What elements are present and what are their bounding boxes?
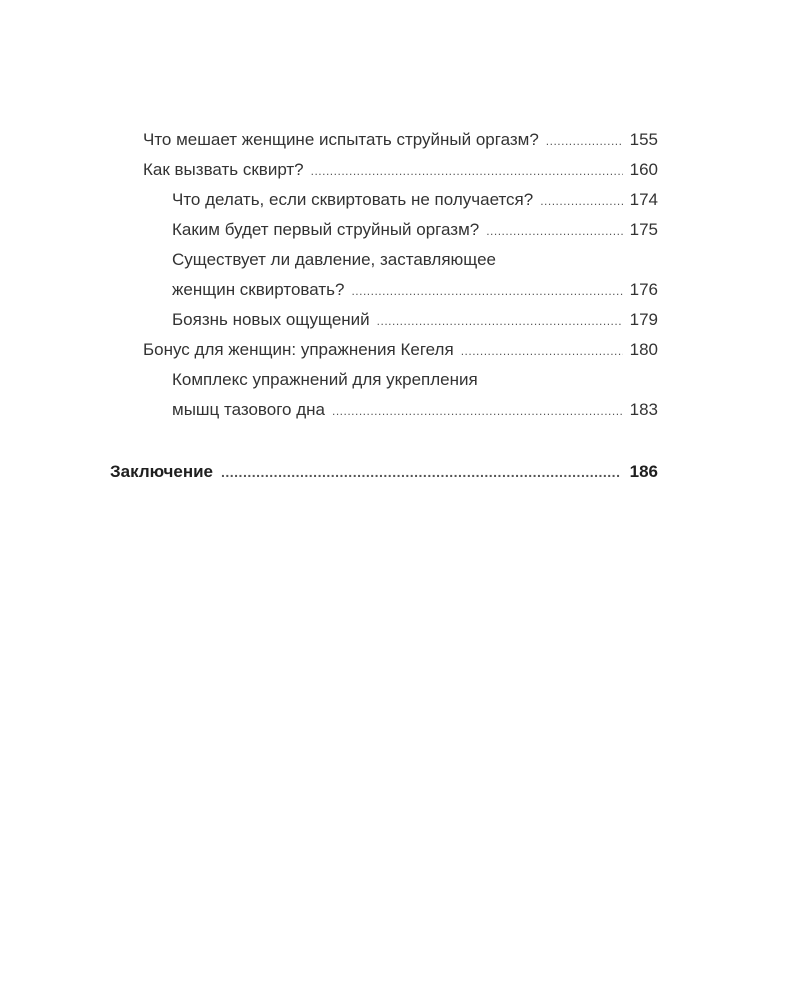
toc-entry-page: 155 [629,130,658,149]
toc-entry [172,185,658,216]
toc-entry-title: Что мешает женщине испытать струйный оргазм? [143,130,539,149]
dot-leader [546,126,623,156]
toc-entry-page: 160 [629,160,658,179]
toc-entry [143,125,658,156]
toc-entry-title: Что делать, если сквиртовать не получается? [172,190,534,209]
toc-entry [172,215,658,246]
toc-entry-title: Каким будет первый струйный оргазм? [172,220,480,239]
toc-entry [143,155,658,186]
dot-leader [332,396,623,426]
toc-entry-page: 186 [629,462,658,481]
dot-leader [461,336,623,366]
toc-entry-title: мышц тазового дна [172,400,325,419]
dot-leader [311,156,623,186]
toc-entry-conclusion [110,457,658,487]
toc-entry [172,305,658,336]
toc-entry-title-line1: Существует ли давление, заставляющее [172,250,497,269]
toc-entry-page: 176 [629,280,658,299]
toc-entry-page: 175 [629,220,658,239]
toc-entry-title: Заключение [110,462,213,481]
dot-leader [540,186,622,216]
toc-entry-page: 183 [629,400,658,419]
toc-entry-page: 174 [629,190,658,209]
toc-entry-title: Бонус для женщин: упражнения Кегеля [143,340,454,359]
dot-leader [486,216,622,246]
dot-leader [221,457,620,487]
toc-entry-title: Боязнь новых ощущений [172,310,370,329]
toc-entry-title: Как вызвать сквирт? [143,160,304,179]
toc-entry-page: 180 [629,340,658,359]
toc-entry-title-line1: Комплекс упражнений для укрепления [172,370,478,389]
toc-entry-title: женщин сквиртовать? [172,280,345,299]
dot-leader [351,276,622,306]
toc-entry [172,275,658,306]
dot-leader [377,306,623,336]
toc-entry [172,395,658,426]
toc-entry-page: 179 [629,310,658,329]
toc-entry [143,335,658,366]
